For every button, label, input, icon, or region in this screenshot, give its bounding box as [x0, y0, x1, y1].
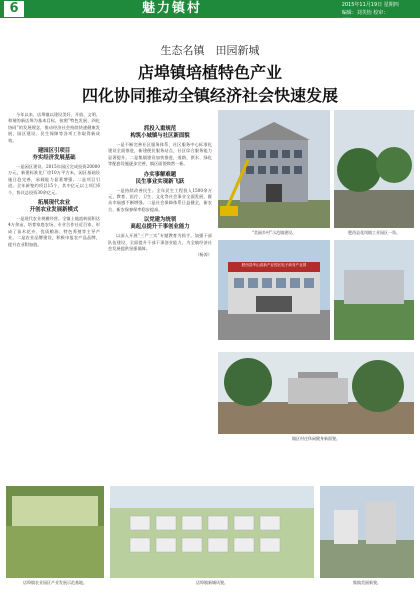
gate-sign-text: 肥西县华山高新产业园区电子商务产业园 [241, 263, 307, 267]
subheading-party: 以党建为统领 高起点提升干事创业能力 [130, 217, 190, 231]
photo2-caption: 肥西县花岗镇工业园区一角。 [348, 230, 400, 235]
subheading-town: 抓投入重规范 构筑小城镇与社区新面貌 [130, 126, 190, 139]
photo-park-gate [218, 240, 330, 340]
photo-building-crane [218, 110, 330, 228]
article-subtitle: 生态名镇 田园新城 [160, 44, 260, 57]
article-column-1 [8, 112, 100, 540]
issue-date: 2015年11月19日 星期四 [341, 2, 399, 8]
photo-plaza [218, 352, 414, 434]
author-signature: （杨涛） [195, 252, 212, 258]
photo1-caption: “美丽乡村”示范镇建设。 [251, 230, 297, 235]
parks-paragraph: 一是园区建设。2015年园区完成投资20000万元，新建标准化厂房10万平方米，园区基础设施日趋完善，承载能力显著增强。二是项目引进。全年新签约项目15个，其中亿元以上项目6个，协议总投资30余亿元。 [8, 164, 100, 195]
section-title: 魅力镇村 [142, 1, 203, 16]
town-paragraph: 一是不断完善社区服务体系，社区服务中心标准化建设全面推进，新建便民服务站点，社区综合服务能力显著提升。二是集镇建设加快推进，道路、供水、绿化等配套设施逐步完善，镇区面貌焕然一新。 [108, 142, 212, 167]
article-title-line2: 四化协同推动全镇经济社会快速发展 [81, 86, 338, 105]
intro-paragraph: 今年以来，店埠镇以建设美好、开放、文明、和谐的新店埠为基本目标，按照“特色发展、四化协同”的发展理念，推动经济社会持续快速健康发展，园区建设、民生保障等各项工作取得新成效。 [8, 112, 100, 143]
header-info [342, 1, 414, 25]
article-column-2 [108, 112, 212, 482]
subheading-parks: 建园区引项目 夯实经济发展基础 [32, 148, 76, 162]
photo5-caption: 店埠镇新城风貌。 [196, 580, 228, 585]
subheading-livelihood: 办实事解难题 民生事业实现新飞跃 [135, 171, 185, 185]
email-line: 邮箱：ziaxing0121@126.com [341, 18, 414, 24]
photo-green-space [334, 240, 414, 340]
photo4-caption: 店埠镇农业园区产业发展示范基地。 [23, 580, 87, 585]
editor-line: 编辑：刘芙怡 校审： [341, 10, 389, 16]
photo-new-town-aerial [110, 486, 314, 578]
photo-town-view [320, 486, 414, 578]
livelihood-paragraph: 一是持续改善民生。全年民生工程投入1500余万元，教育、医疗、卫生、文化等社会事业全面发展，群众幸福感不断增强。二是社会保障体系日益健全，新农合、新农保参保率稳步提高。 [108, 187, 212, 212]
subheading-agriculture: 拓展现代农业 开创农业发展新模式 [29, 200, 79, 214]
agriculture-paragraph: 一是现代农业规模经营。全镇土地流转面积达4万余亩，培育家庭农场、专业合作社近百家，形成了苗木花卉、优质粮油、特色养殖等主导产业。二是农业品牌建设，积极申报农产品品牌，提升农业附加值。 [8, 216, 100, 247]
photo-farm-base [6, 486, 104, 578]
party-paragraph: 以深入开展“三严三实”专题教育为抓手，加强干部队伍建设，全面提升干部干事创业能力，为全镇经济社会发展提供坚强保障。 [108, 233, 212, 252]
photo3-caption: 镇区村庄休闲健身新面貌。 [292, 436, 340, 441]
article-title-line1: 店埠镇培植特色产业 [137, 63, 282, 82]
photo-street-trees [334, 110, 414, 228]
page-number: 6 [4, 1, 24, 17]
newspaper-header [0, 0, 420, 24]
photo6-caption: 集镇美丽新貌。 [353, 580, 381, 585]
